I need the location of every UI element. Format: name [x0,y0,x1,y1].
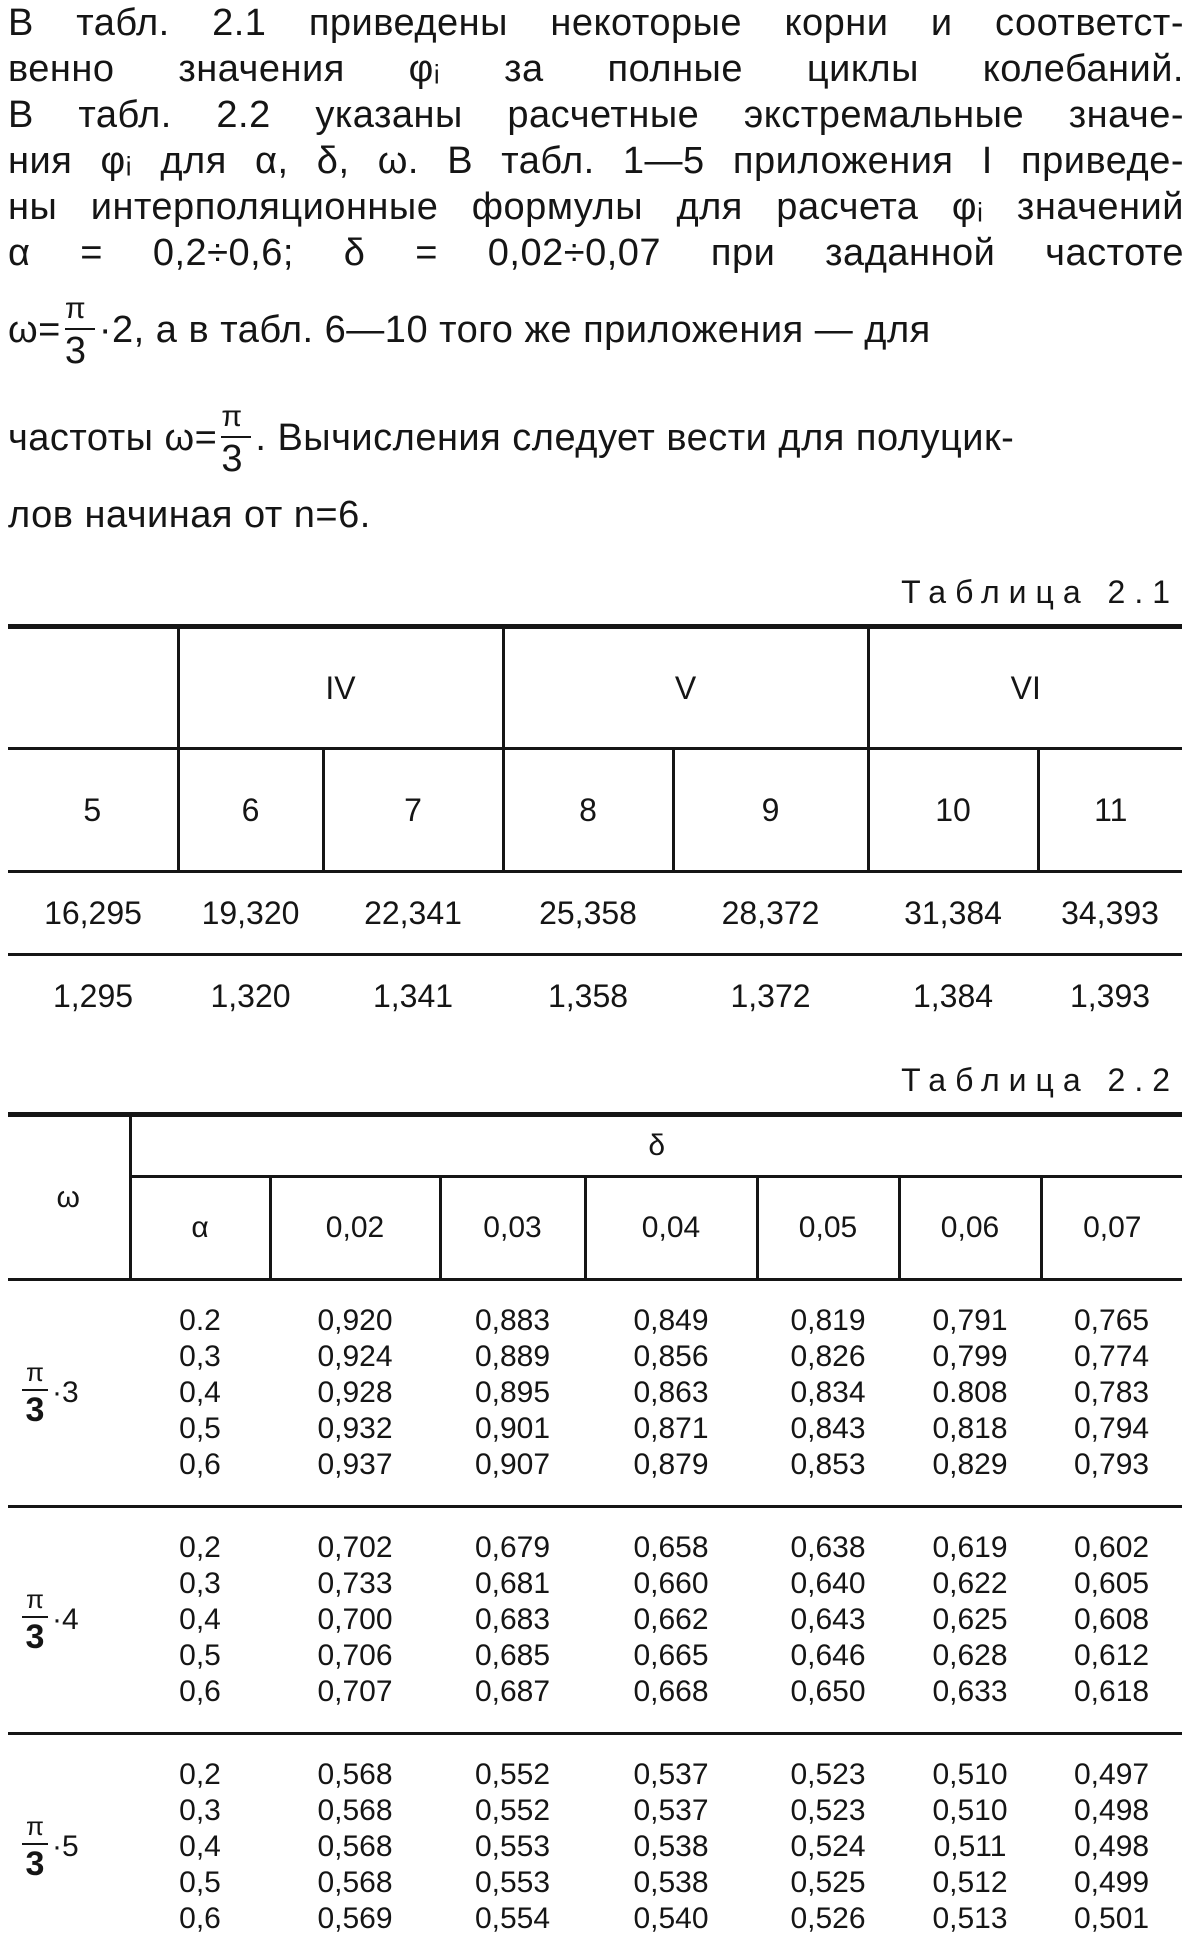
alpha-value: 0,6 [130,1901,270,1937]
omega-multiplier: ·3 [52,1376,79,1409]
table2-header-row [8,1177,1182,1280]
phi-value: 0,498 [1041,1793,1182,1829]
fraction-denominator: 3 [65,330,95,370]
fraction-denominator: 3 [22,1391,48,1427]
alpha-value: 0,3 [130,1566,270,1602]
table1-group-header: IV [178,627,503,749]
phi-value: 0,863 [585,1375,757,1411]
phi-value: 0,853 [757,1447,899,1483]
table1-number-cell: 6 [178,749,323,872]
table1-number-cell: 11 [1038,749,1182,872]
phi-value: 0,733 [270,1566,440,1602]
alpha-value: 0,3 [130,1793,270,1829]
table1-caption: Таблица 2.1 [901,574,1179,611]
table-2-2 [8,1112,1182,1959]
phi-value: 0,538 [585,1829,757,1865]
alpha-value: 0,4 [130,1829,270,1865]
phi-value: 0,826 [757,1339,899,1375]
table2-omega-cell [8,1734,130,1959]
table1-value-cell: 34,393 [1038,872,1182,955]
phi-value: 0,700 [270,1602,440,1638]
table1-value-cell: 1,341 [323,955,503,1037]
phi-value: 0,568 [270,1757,440,1793]
phi-value: 0,499 [1041,1865,1182,1901]
phi-value: 0,665 [585,1638,757,1674]
phi-value: 0,924 [270,1339,440,1375]
phi-value: 0,646 [757,1638,899,1674]
omega-multiplier: ·4 [52,1603,79,1636]
table1-value-cell: 22,341 [323,872,503,955]
table2-omega-header: ω [8,1115,130,1280]
table1-value-cell: 16,295 [8,872,178,955]
phi-value: 0,799 [899,1339,1041,1375]
phi-value: 0,523 [757,1757,899,1793]
alpha-value: 0,5 [130,1865,270,1901]
table2-caption: Таблица 2.2 [901,1062,1179,1099]
phi-value: 0,619 [899,1530,1041,1566]
table1-number-cell: 5 [8,749,178,872]
table2-alpha-header: α [130,1177,270,1280]
phi-value: 0,568 [270,1865,440,1901]
alpha-value: 0,4 [130,1602,270,1638]
phi-value: 0,622 [899,1566,1041,1602]
pi-over-3-fraction [221,402,251,478]
alpha-value: 0,5 [130,1638,270,1674]
table2-value-cell [757,1507,899,1734]
phi-value: 0,907 [440,1447,585,1483]
phi-value: 0,783 [1041,1375,1182,1411]
alpha-value: 0,6 [130,1447,270,1483]
line8-suffix: . Вычисления следует вести для полуцик- [255,417,1014,459]
paragraph-line: В табл. 2.2 указаны расчетные экстремальные значе- [8,92,1184,138]
table2-omega-cell [8,1280,130,1507]
phi-value: 0,638 [757,1530,899,1566]
fraction-numerator: π [22,1813,48,1843]
table1-number-cell: 8 [503,749,673,872]
table2-delta-value: 0,03 [440,1177,585,1280]
phi-value: 0,497 [1041,1757,1182,1793]
phi-value: 0,843 [757,1411,899,1447]
fraction-numerator: π [22,1586,48,1616]
phi-value: 0,849 [585,1303,757,1339]
fraction-denominator: 3 [22,1618,48,1654]
table-2-1 [8,624,1182,1036]
table1-group-header: VI [868,627,1182,749]
alpha-value: 0,2 [130,1757,270,1793]
fraction-denominator: 3 [22,1845,48,1881]
phi-value: 0,568 [270,1829,440,1865]
phi-value: 0,633 [899,1674,1041,1710]
phi-value: 0,569 [270,1901,440,1937]
phi-value: 0,537 [585,1757,757,1793]
phi-value: 0,932 [270,1411,440,1447]
phi-value: 0,608 [1041,1602,1182,1638]
phi-value: 0,793 [1041,1447,1182,1483]
table1-value-cell: 1,393 [1038,955,1182,1037]
phi-value: 0,937 [270,1447,440,1483]
phi-value: 0,889 [440,1339,585,1375]
phi-value: 0,774 [1041,1339,1182,1375]
phi-value: 0,538 [585,1865,757,1901]
phi-value: 0,602 [1041,1530,1182,1566]
phi-value: 0,685 [440,1638,585,1674]
paragraph-line-fraction [8,384,1184,492]
table2-delta-value: 0,07 [1041,1177,1182,1280]
phi-value: 0,791 [899,1303,1041,1339]
paragraph-line: лов начиная от n=6. [8,492,1184,538]
table2-group-row [8,1734,1182,1959]
pi-over-3-fraction [22,1813,48,1881]
phi-value: 0,650 [757,1674,899,1710]
pi-over-3-fraction [65,294,95,370]
paragraph-line: венно значения φᵢ за полные циклы колебаний. [8,46,1184,92]
phi-value: 0,605 [1041,1566,1182,1602]
phi-value: 0,540 [585,1901,757,1937]
phi-value: 0,512 [899,1865,1041,1901]
phi-value: 0,510 [899,1757,1041,1793]
phi-value: 0,552 [440,1793,585,1829]
fraction-denominator: 3 [221,438,251,478]
phi-value: 0,643 [757,1602,899,1638]
phi-value: 0,687 [440,1674,585,1710]
phi-value: 0,510 [899,1793,1041,1829]
phi-value: 0,834 [757,1375,899,1411]
phi-value: 0.808 [899,1375,1041,1411]
table2-value-cell [440,1734,585,1959]
table2-group-row [8,1280,1182,1507]
phi-value: 0,819 [757,1303,899,1339]
phi-value: 0,525 [757,1865,899,1901]
table2-header-row-delta [8,1115,1182,1177]
phi-value: 0,895 [440,1375,585,1411]
table2-value-cell [270,1280,440,1507]
phi-value: 0,660 [585,1566,757,1602]
phi-value: 0,618 [1041,1674,1182,1710]
table1-value-cell: 31,384 [868,872,1038,955]
phi-value: 0,871 [585,1411,757,1447]
line7-suffix: ·2, а в табл. 6—10 того же приложения — для [99,309,931,351]
table1-number-cell: 7 [323,749,503,872]
phi-value: 0,628 [899,1638,1041,1674]
phi-value: 0,765 [1041,1303,1182,1339]
phi-value: 0,702 [270,1530,440,1566]
phi-value: 0,526 [757,1901,899,1937]
table2-value-cell [757,1734,899,1959]
alpha-value: 0,6 [130,1674,270,1710]
table1-number-cell: 10 [868,749,1038,872]
omega-multiplier: ·5 [52,1830,79,1863]
phi-value: 0,524 [757,1829,899,1865]
alpha-value: 0,2 [130,1530,270,1566]
table1-group-row [8,627,1182,749]
table2-value-cell [1041,1507,1182,1734]
phi-value: 0,794 [1041,1411,1182,1447]
phi-value: 0,523 [757,1793,899,1829]
table2-delta-value: 0,02 [270,1177,440,1280]
table2-value-cell [270,1507,440,1734]
table2-value-cell [270,1734,440,1959]
table1-value-row [8,955,1182,1037]
table2-delta-value: 0,04 [585,1177,757,1280]
phi-value: 0,568 [270,1793,440,1829]
alpha-value: 0,4 [130,1375,270,1411]
alpha-value: 0,5 [130,1411,270,1447]
table2-delta-value: 0,06 [899,1177,1041,1280]
table1-value-cell: 19,320 [178,872,323,955]
phi-value: 0,662 [585,1602,757,1638]
phi-value: 0,553 [440,1865,585,1901]
table2-value-cell [757,1280,899,1507]
paragraph-line: ны интерполяционные формулы для расчета φᵢ значений [8,184,1184,230]
phi-value: 0,501 [1041,1901,1182,1937]
fraction-numerator: π [65,294,95,328]
phi-value: 0,879 [585,1447,757,1483]
table1-value-cell: 1,320 [178,955,323,1037]
phi-value: 0,920 [270,1303,440,1339]
table1-empty-header [8,627,178,749]
table1-value-cell: 25,358 [503,872,673,955]
phi-value: 0,829 [899,1447,1041,1483]
table1-number-cell: 9 [673,749,868,872]
table1-value-row [8,872,1182,955]
table2-omega-cell [8,1507,130,1734]
phi-value: 0,901 [440,1411,585,1447]
pi-over-3-fraction [22,1586,48,1654]
phi-value: 0,679 [440,1530,585,1566]
fraction-numerator: π [221,402,251,436]
table2-alpha-cell [130,1507,270,1734]
phi-value: 0,511 [899,1829,1041,1865]
table1-number-row [8,749,1182,872]
phi-value: 0,681 [440,1566,585,1602]
phi-value: 0,640 [757,1566,899,1602]
table1-value-cell: 28,372 [673,872,868,955]
phi-value: 0,658 [585,1530,757,1566]
phi-value: 0,625 [899,1602,1041,1638]
table2-value-cell [585,1734,757,1959]
alpha-value: 0,3 [130,1339,270,1375]
table2-value-cell [440,1507,585,1734]
phi-value: 0,612 [1041,1638,1182,1674]
table1-value-cell: 1,295 [8,955,178,1037]
paragraph-line: α = 0,2÷0,6; δ = 0,02÷0,07 при заданной частоте [8,230,1184,276]
table2-value-cell [585,1280,757,1507]
table2-group-row [8,1507,1182,1734]
phi-value: 0,554 [440,1901,585,1937]
phi-value: 0,513 [899,1901,1041,1937]
table1-value-cell: 1,384 [868,955,1038,1037]
table2-value-cell [1041,1280,1182,1507]
line7-prefix: ω= [8,309,61,351]
table2-value-cell [440,1280,585,1507]
phi-value: 0,552 [440,1757,585,1793]
phi-value: 0,683 [440,1602,585,1638]
line8-prefix: частоты ω= [8,417,217,459]
phi-value: 0,818 [899,1411,1041,1447]
paragraph-line-fraction [8,276,1184,384]
phi-value: 0,498 [1041,1829,1182,1865]
table2-value-cell [899,1280,1041,1507]
table2-alpha-cell [130,1280,270,1507]
table1-group-header: V [503,627,868,749]
pi-over-3-fraction [22,1359,48,1427]
table2-alpha-cell [130,1734,270,1959]
table2-delta-value: 0,05 [757,1177,899,1280]
alpha-value: 0.2 [130,1303,270,1339]
phi-value: 0,707 [270,1674,440,1710]
paragraph-line: В табл. 2.1 приведены некоторые корни и соответст- [8,0,1184,46]
phi-value: 0,537 [585,1793,757,1829]
phi-value: 0,928 [270,1375,440,1411]
table2-value-cell [899,1507,1041,1734]
phi-value: 0,553 [440,1829,585,1865]
phi-value: 0,668 [585,1674,757,1710]
table1-value-cell: 1,372 [673,955,868,1037]
phi-value: 0,706 [270,1638,440,1674]
phi-value: 0,883 [440,1303,585,1339]
phi-value: 0,856 [585,1339,757,1375]
fraction-numerator: π [22,1359,48,1389]
table2-value-cell [1041,1734,1182,1959]
table2-value-cell [899,1734,1041,1959]
body-paragraph [8,0,1184,538]
table2-delta-header: δ [130,1115,1182,1177]
paragraph-line: ния φᵢ для α, δ, ω. В табл. 1—5 приложения I приведе- [8,138,1184,184]
table2-value-cell [585,1507,757,1734]
table1-value-cell: 1,358 [503,955,673,1037]
